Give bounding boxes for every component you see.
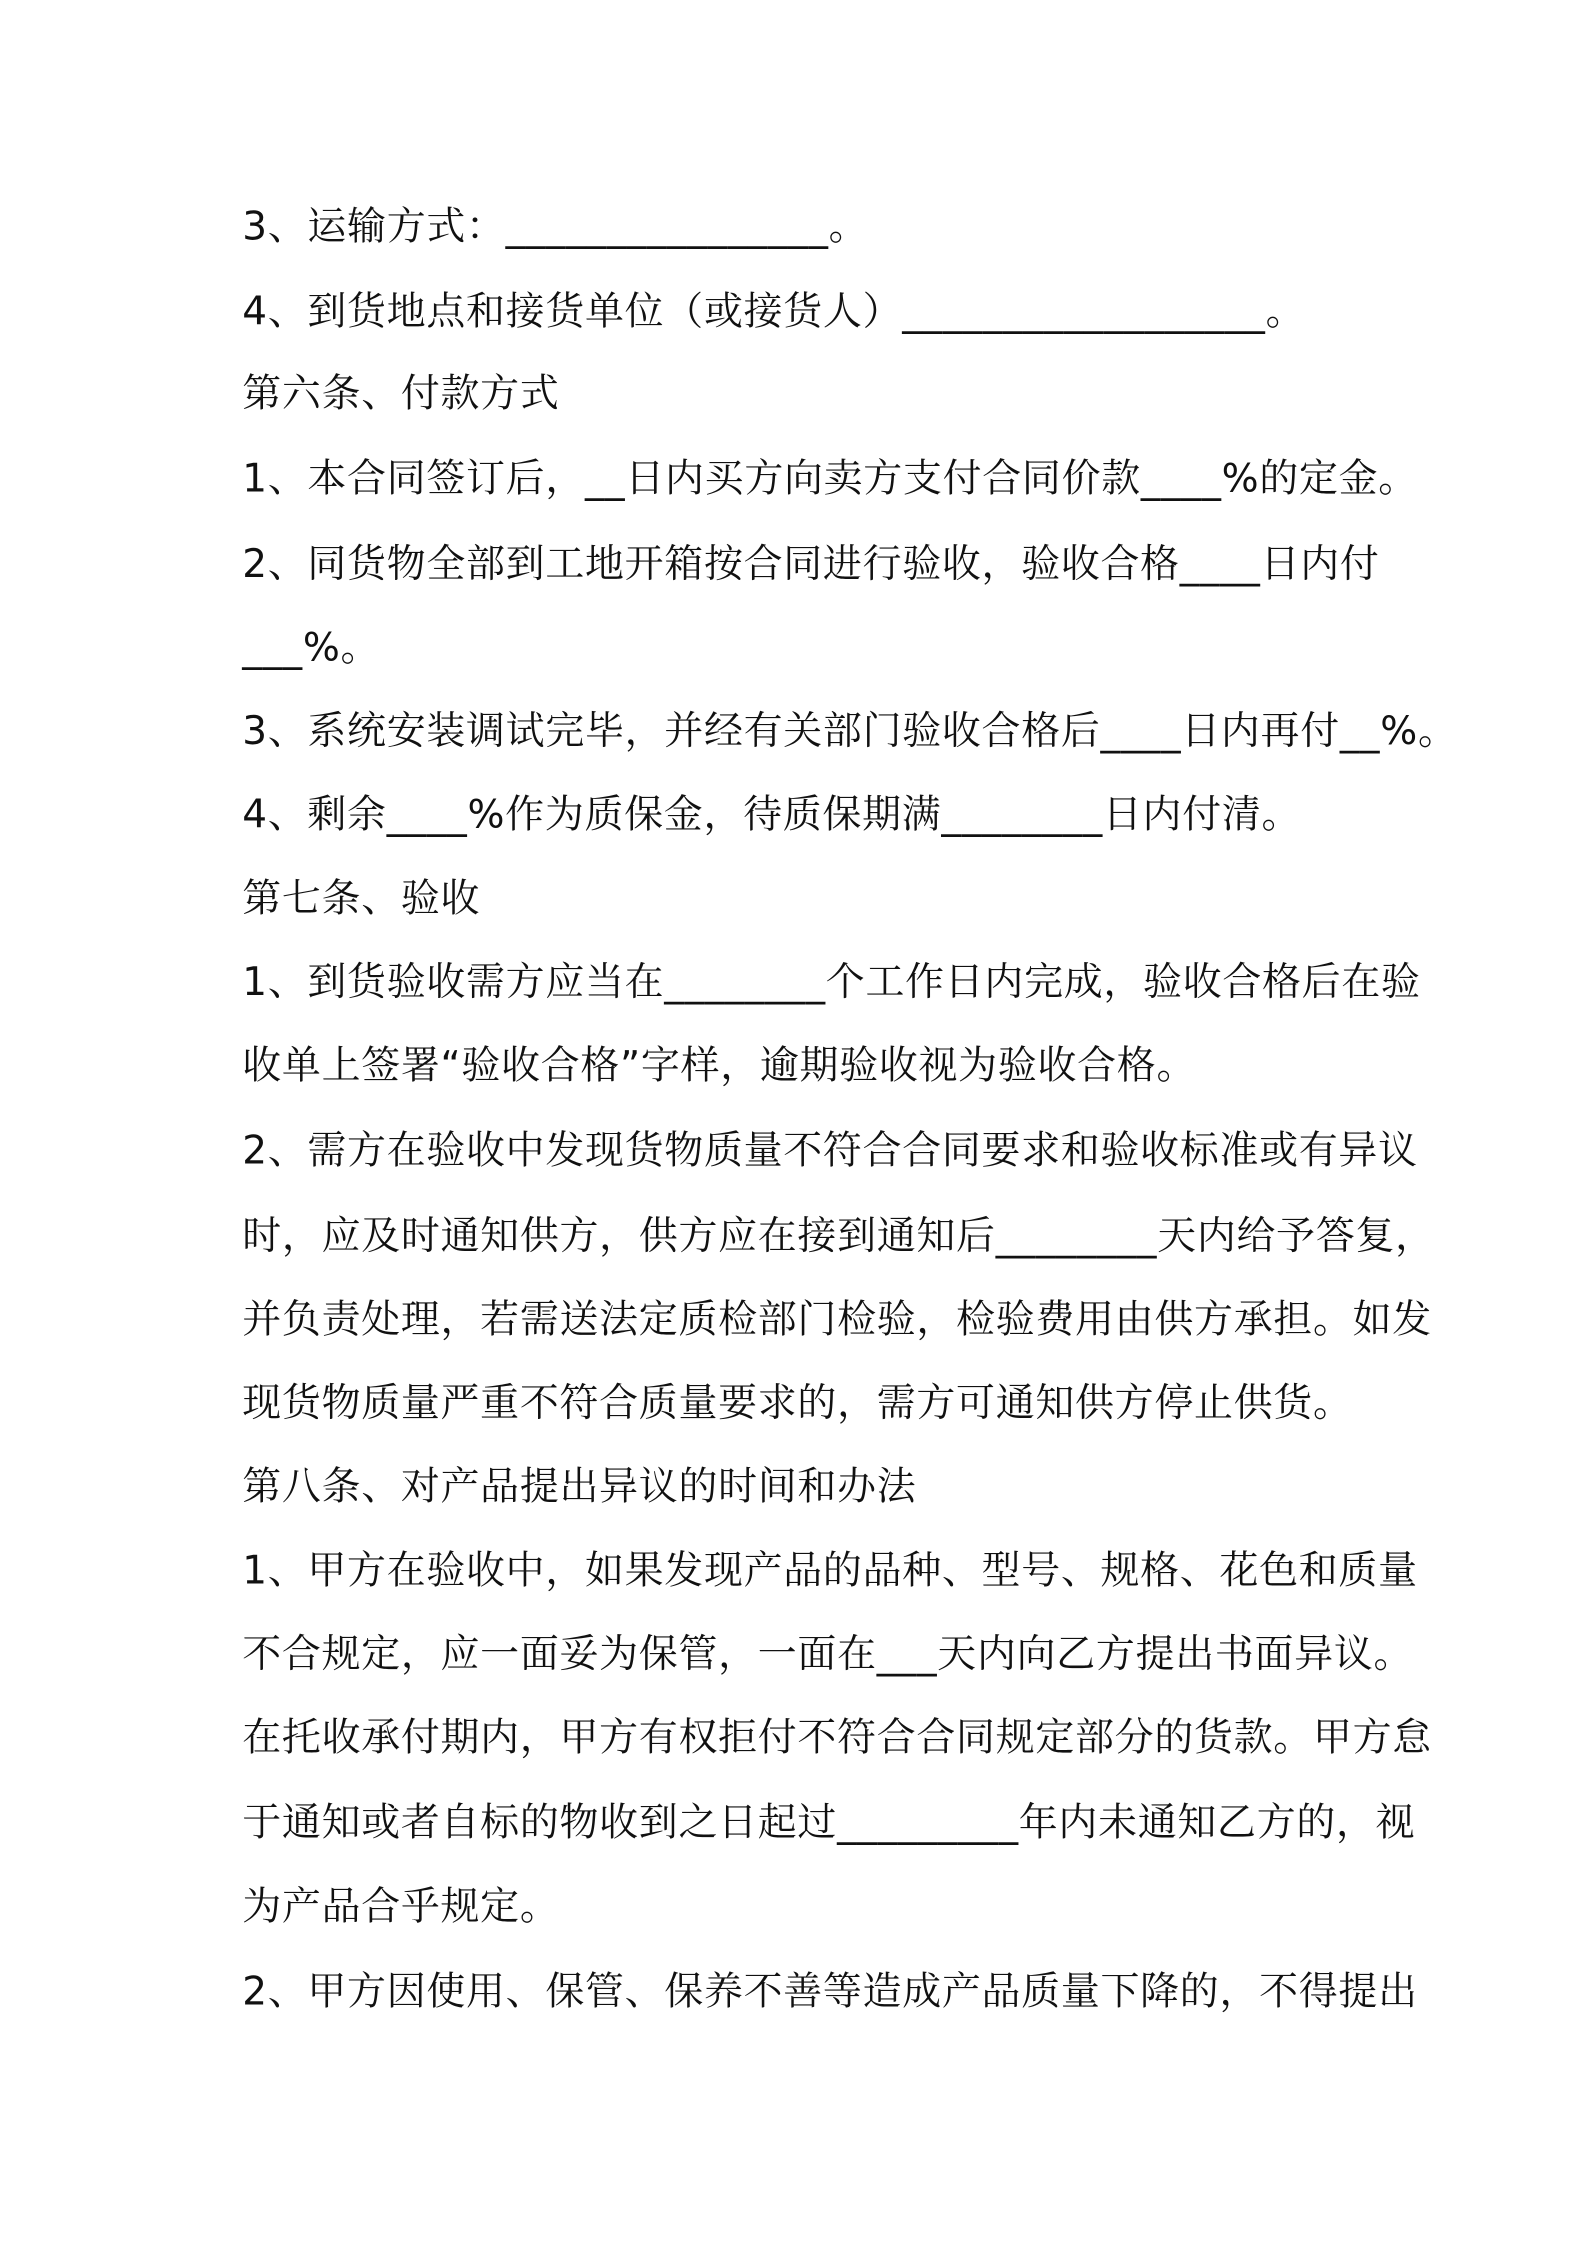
clause-6-item-3: 3、系统安装调试完毕，并经有关部门验收合格后____日内再付__%。 [242, 709, 1458, 755]
clause-6-item-1: 1、本合同签订后，__日内买方向卖方支付合同价款____%的定金。 [242, 457, 1418, 502]
clause-8-heading: 第八条、对产品提出异议的时间和办法 [242, 1465, 917, 1510]
clause-8-item-2-line-1: 2、甲方因使用、保管、保养不善等造成产品质量下降的，不得提出 [242, 1969, 1418, 2015]
clause-6-item-2-line-1: 2、同货物全部到工地开箱按合同进行验收，验收合格____日内付 [242, 542, 1380, 587]
clause-5-item-4-delivery: 4、到货地点和接货单位（或接货人）__________________。 [242, 289, 1306, 335]
clause-6-item-2-line-2: ___%。 [242, 625, 381, 671]
clause-8-item-1-line-5: 为产品合乎规定。 [242, 1884, 560, 1930]
clause-6-heading: 第六条、付款方式 [242, 372, 560, 417]
clause-8-item-1-line-1: 1、甲方在验收中，如果发现产品的品种、型号、规格、花色和质量 [242, 1548, 1418, 1594]
clause-7-item-2-line-4: 现货物质量严重不符合质量要求的，需方可通知供方停止供货。 [242, 1381, 1353, 1427]
clause-6-item-4: 4、剩余____%作为质保金，待质保期满________日内付清。 [242, 793, 1302, 838]
clause-7-item-2-line-2: 时，应及时通知供方，供方应在接到通知后________天内给予答复， [242, 1214, 1435, 1259]
clause-7-item-1-line-1: 1、到货验收需方应当在________个工作日内完成，验收合格后在验 [242, 960, 1421, 1006]
clause-7-heading: 第七条、验收 [242, 876, 481, 922]
clause-5-item-3-transport: 3、运输方式：________________。 [242, 204, 869, 250]
clause-7-item-2-line-1: 2、需方在验收中发现货物质量不符合合同要求和验收标准或有异议 [242, 1129, 1418, 1174]
clause-8-item-1-line-3: 在托收承付期内，甲方有权拒付不符合合同规定部分的货款。甲方怠 [242, 1715, 1432, 1761]
clause-7-item-1-line-2: 收单上签署“验收合格”字样，逾期验收视为验收合格。 [242, 1044, 1197, 1089]
clause-7-item-2-line-3: 并负责处理，若需送法定质检部门检验，检验费用由供方承担。如发 [242, 1297, 1432, 1343]
clause-8-item-1-line-2: 不合规定，应一面妥为保管，一面在___天内向乙方提出书面异议。 [242, 1632, 1414, 1678]
clause-8-item-1-line-4: 于通知或者自标的物收到之日起过_________年内未通知乙方的，视 [242, 1801, 1416, 1846]
